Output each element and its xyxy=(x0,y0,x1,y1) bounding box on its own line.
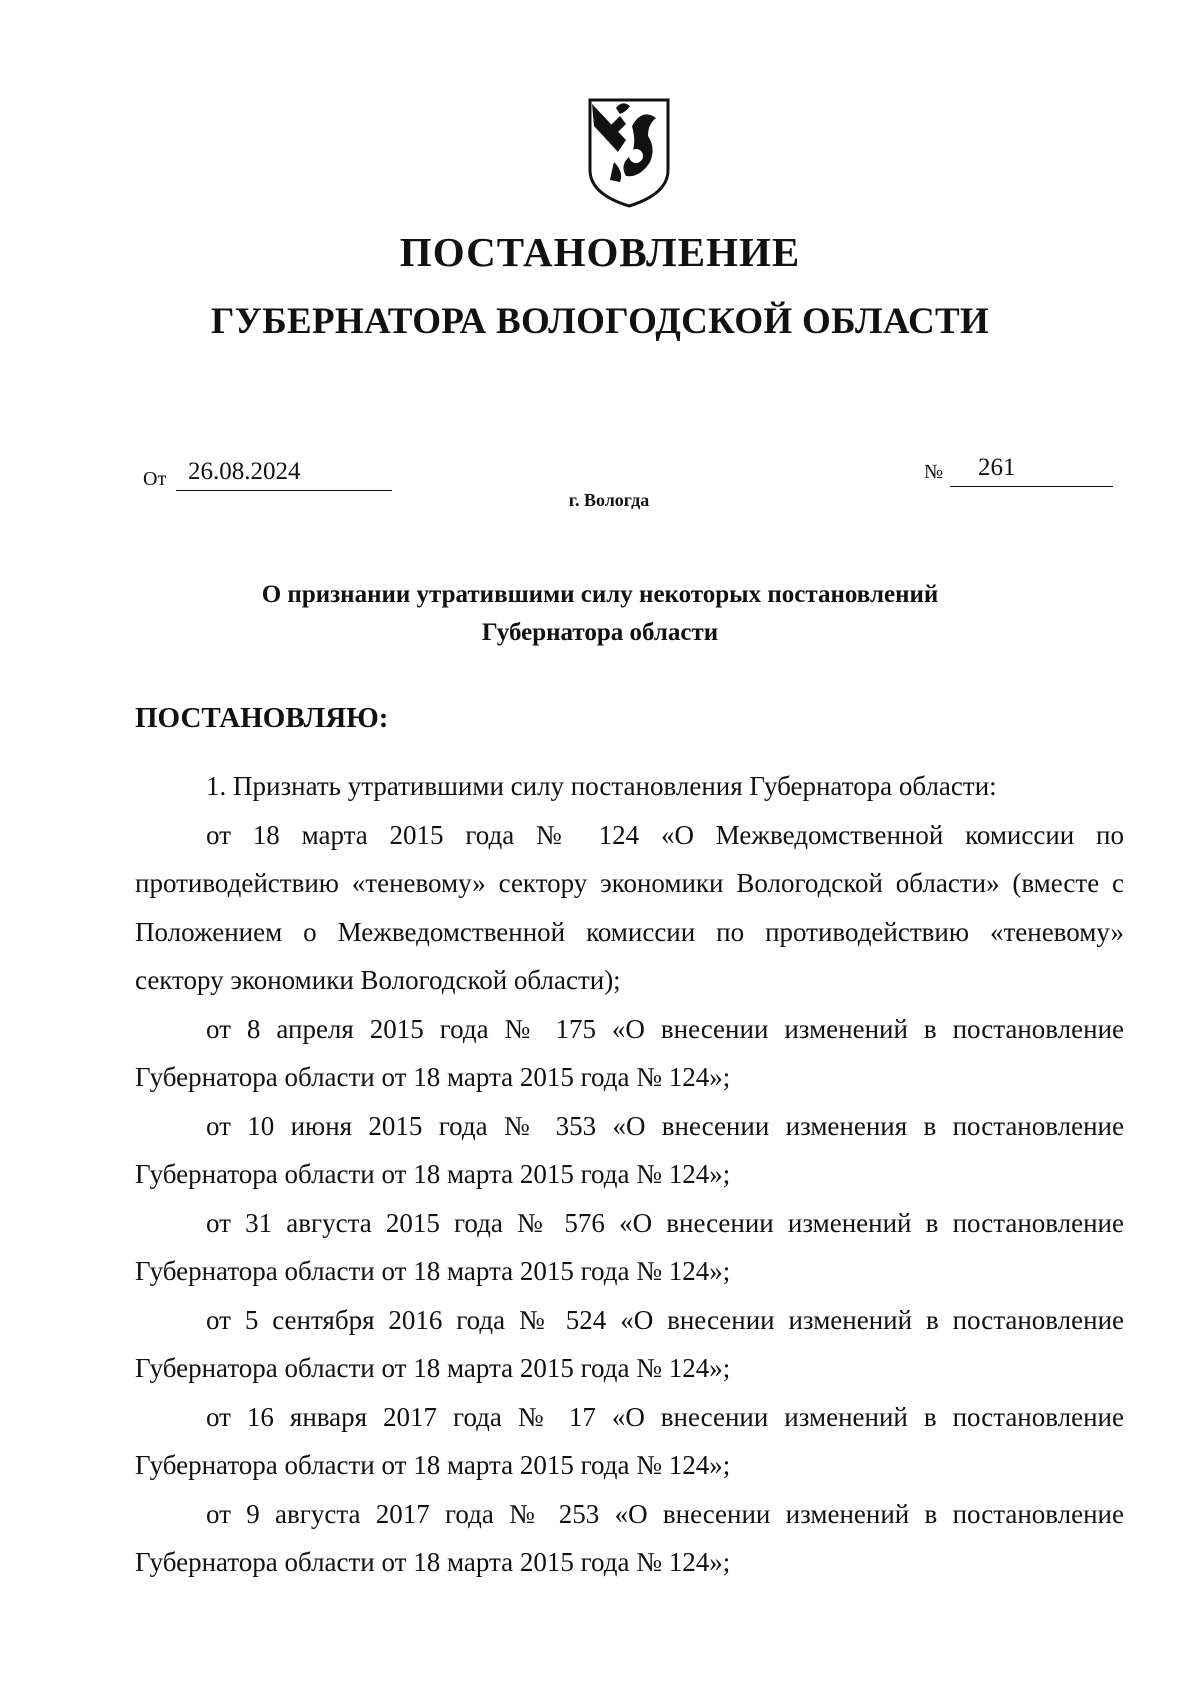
paragraph-8: от 9 августа 2017 года № 253 «О внесении изменений в постановление Губернатора области от 18 марта 2015 года № 124»; xyxy=(135,1498,1124,1577)
document-title: ПОСТАНОВЛЕНИЕ xyxy=(399,229,801,275)
number-prefix: № xyxy=(924,461,944,483)
paragraph-1: 1. Признать утратившими силу постановления Губернатора области: xyxy=(206,771,997,801)
decree-word: ПОСТАНОВЛЯЮ: xyxy=(135,702,389,734)
date-prefix: От xyxy=(143,468,167,490)
paragraph-5: от 31 августа 2015 года № 576 «О внесении изменений в постановление Губернатора области от 18 марта 2015 года № 124»; xyxy=(135,1207,1124,1286)
document-heading xyxy=(0,576,1200,652)
paragraph-7: от 16 января 2017 года № 17 «О внесении изменений в постановление Губернатора области от 18 марта 2015 года № 124»; xyxy=(135,1401,1124,1480)
date-value: 26.08.2024 xyxy=(188,458,301,485)
number-value: 261 xyxy=(978,454,1016,481)
heading-line-2: Губернатора области xyxy=(481,619,719,646)
paragraph-4: от 10 июня 2015 года № 353 «О внесении изменения в постановление Губернатора области от 18 марта 2015 года № 124»; xyxy=(135,1110,1124,1189)
paragraph-6: от 5 сентября 2016 года № 524 «О внесении изменений в постановление Губернатора области от 18 марта 2015 года № 124»; xyxy=(135,1304,1124,1383)
coat-of-arms-icon xyxy=(586,96,672,210)
city-label: г. Вологда xyxy=(568,490,650,510)
number-field xyxy=(950,454,1113,487)
paragraph-3: от 8 апреля 2015 года № 175 «О внесении изменений в постановление Губернатора области от 18 марта 2015 года № 124»; xyxy=(135,1013,1124,1092)
issuer-title: ГУБЕРНАТОРА ВОЛОГОДСКОЙ ОБЛАСТИ xyxy=(210,301,990,342)
date-field xyxy=(176,458,392,491)
document-body xyxy=(135,762,1124,1587)
paragraph-2: от 18 марта 2015 года № 124 «О Межведомственной комиссии по противодействию «теневому» сектору экономики Вологодской области» (вместе с Положением о Межведомственной комиссии по противодействию «теневому» сектору экономики Вологодской области); xyxy=(135,819,1124,995)
heading-line-1: О признании утратившими силу некоторых постановлений xyxy=(261,581,939,608)
